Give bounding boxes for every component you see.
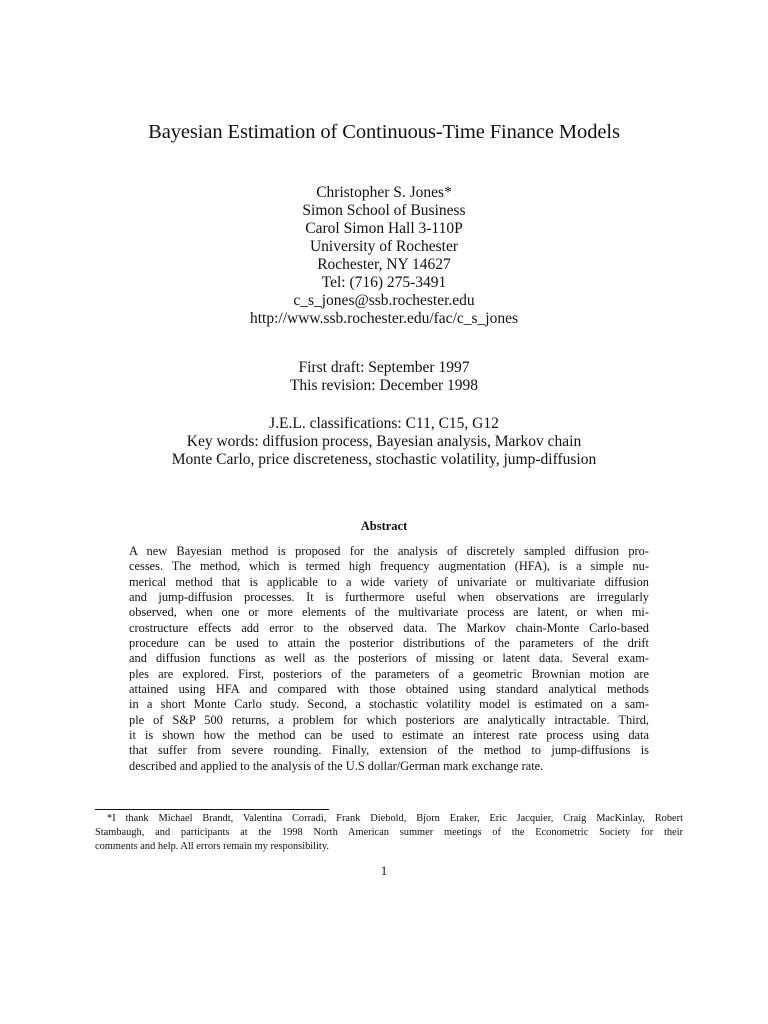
abstract-body: [129, 544, 649, 774]
jel-classifications: J.E.L. classifications: C11, C15, G12: [269, 415, 499, 432]
author-name: Christopher S. Jones*: [316, 184, 452, 201]
abstract-line: it is shown how the method can be used to estimate an interest rate process using data: [129, 728, 649, 743]
abstract-line: crostructure effects add error to the observed data. The Markov chain-Monte Carlo-based: [129, 620, 649, 635]
footnote-line: comments and help. All errors remain my responsibility.: [95, 841, 329, 852]
abstract-line: described and applied to the analysis of the U.S dollar/German mark exchange rate.: [129, 758, 544, 773]
footnote: [95, 812, 683, 854]
abstract-line: and jump-diffusion processes. It is furthermore useful when observations are irregularly: [129, 590, 649, 605]
abstract-line: in a short Monte Carlo study. Second, a stochastic volatility model is estimated on a sam-: [129, 697, 649, 712]
abstract-line: cesses. The method, which is termed high frequency augmentation (HFA), is a simple nu-: [129, 559, 649, 574]
first-draft-date: First draft: September 1997: [298, 359, 470, 376]
abstract-line: A new Bayesian method is proposed for the analysis of discretely sampled diffusion pro-: [129, 544, 649, 558]
abstract-line: merical method that is applicable to a wide variety of univariate or multivariate diffusion: [129, 574, 649, 589]
author-address: Carol Simon Hall 3-110P: [305, 220, 463, 237]
author-university: University of Rochester: [309, 238, 459, 255]
author-email: c_s_jones@ssb.rochester.edu: [293, 292, 475, 309]
footnote-line: *I thank Michael Brandt, Valentina Corradi, Frank Diebold, Bjorn Eraker, Eric Jacquier, Craig MacKinlay, Robert: [107, 813, 683, 824]
abstract-line: procedure can be used to attain the posterior distributions of the parameters of the drift: [129, 636, 649, 651]
revision-date: This revision: December 1998: [289, 377, 479, 394]
author-affiliation: Simon School of Business: [302, 202, 466, 219]
author-telephone: Tel: (716) 275-3491: [321, 274, 447, 291]
abstract-line: that suffer from severe rounding. Finally, extension of the method to jump-diffusions is: [129, 743, 649, 758]
classification-block: [0, 415, 768, 469]
abstract-heading: Abstract: [360, 519, 408, 533]
footnote-divider: [95, 809, 329, 810]
page-number: 1: [380, 863, 388, 878]
paper-title: Bayesian Estimation of Continuous-Time Finance Models: [148, 121, 620, 143]
keywords-line-1: Key words: diffusion process, Bayesian analysis, Markov chain: [186, 433, 582, 450]
author-url: http://www.ssb.rochester.edu/fac/c_s_jones: [249, 310, 519, 327]
abstract-line: observed, when one or more elements of the multivariate process are latent, or when mi-: [129, 605, 649, 620]
author-block: [0, 184, 768, 328]
footnote-line: Stambaugh, and participants at the 1998 North American summer meetings of the Econometric Society for their: [95, 827, 683, 838]
dates-block: [0, 359, 768, 395]
abstract-line: attained using HFA and compared with those obtained using standard analytical methods: [129, 682, 649, 697]
abstract-line: and diffusion functions as well as the posteriors of missing or latent data. Several exam-: [129, 651, 649, 666]
keywords-line-2: Monte Carlo, price discreteness, stochastic volatility, jump-diffusion: [171, 451, 597, 468]
abstract-line: ple of S&P 500 returns, a problem for which posteriors are analytically intractable. Third,: [129, 712, 649, 727]
abstract-line: ples are explored. First, posteriors of the parameters of a geometric Brownian motion are: [129, 666, 649, 681]
author-city: Rochester, NY 14627: [317, 256, 451, 273]
